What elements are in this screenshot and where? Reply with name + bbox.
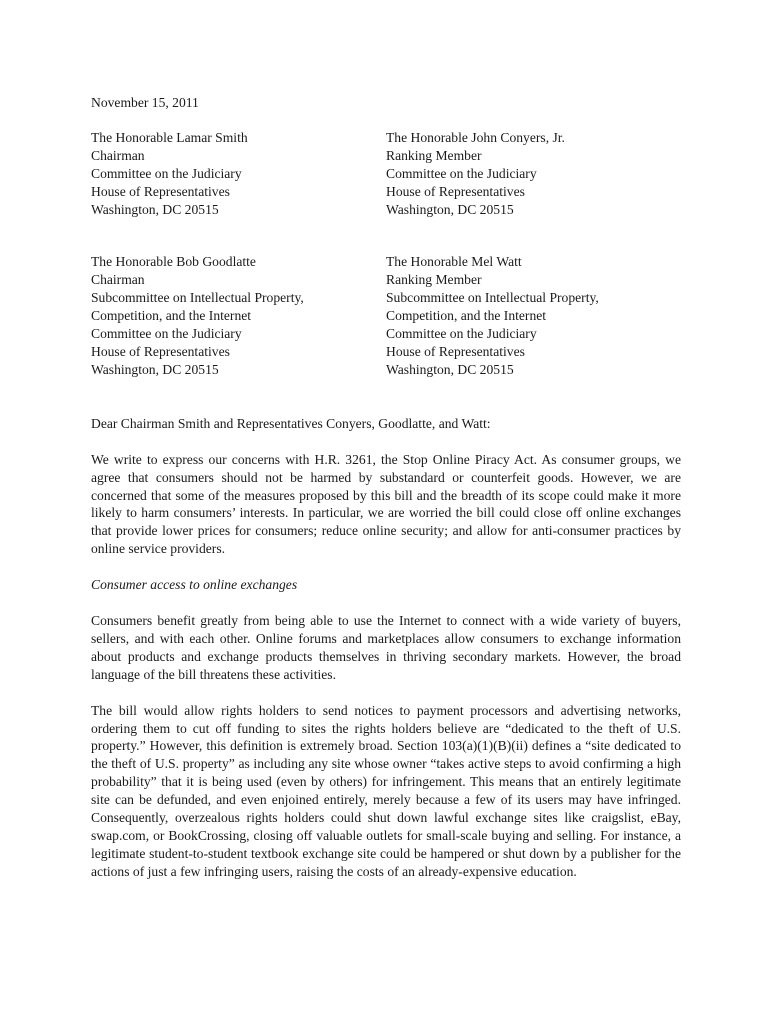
address-line: Committee on the Judiciary bbox=[386, 326, 537, 342]
recipients-row-1 bbox=[91, 129, 681, 219]
address-line: The Honorable Lamar Smith bbox=[91, 129, 248, 145]
letter-date: November 15, 2011 bbox=[91, 95, 199, 110]
address-line: House of Representatives bbox=[386, 183, 525, 199]
address-line: The Honorable Bob Goodlatte bbox=[91, 254, 256, 270]
salutation: Dear Chairman Smith and Representatives Conyers, Goodlatte, and Watt: bbox=[91, 415, 491, 431]
section-heading: Consumer access to online exchanges bbox=[91, 577, 298, 593]
paragraph-rights-holders: The bill would allow rights holders to send notices to payment processors and advertising networks, ordering them to cut off funding to sites the rights holders believe are “dedicated to the theft of U.S. property.” However, this definition is extremely broad. Section 103(a)(1)(B)(ii) defines a “site dedicated to the theft of U.S. property” as including any site whose owner “takes active steps to avoid confirming a high probability” that it is being used (even by others) for infringement. This means that an entirely legitimate site can be defunded, and even enjoined entirely, merely because a few of its users may have infringed. Consequently, overzealous rights holders could shut down lawful exchange sites like craigslist, eBay, swap.com, or BookCrossing, closing off valuable outlets for small-scale buying and selling. For instance, a legitimate student-to-student textbook exchange site could be hampered or shut down by a publisher for the actions of just a few infringing users, raising the costs of an already-expensive education. bbox=[91, 702, 681, 879]
recipient-address-block bbox=[91, 253, 386, 378]
letter-page bbox=[91, 94, 681, 899]
address-line: Subcommittee on Intellectual Property, bbox=[91, 290, 304, 306]
paragraph-consumer-benefit: Consumers benefit greatly from being able to use the Internet to connect with a wide variety of buyers, sellers, and with each other. Online forums and marketplaces allow consumers to exchange information about products and exchange products themselves in thriving secondary markets. However, the broad language of the bill threatens these activities. bbox=[91, 613, 681, 682]
address-line: Washington, DC 20515 bbox=[386, 201, 514, 217]
address-line: Committee on the Judiciary bbox=[386, 165, 537, 181]
address-line: Chairman bbox=[91, 147, 145, 163]
address-line: Washington, DC 20515 bbox=[91, 201, 219, 217]
address-line: Competition, and the Internet bbox=[386, 308, 547, 324]
address-line: House of Representatives bbox=[386, 343, 525, 359]
recipient-address-block bbox=[386, 253, 681, 378]
recipient-address-block bbox=[386, 129, 681, 219]
address-line: The Honorable John Conyers, Jr. bbox=[386, 129, 565, 145]
address-line: House of Representatives bbox=[91, 183, 230, 199]
address-line: The Honorable Mel Watt bbox=[386, 254, 522, 270]
address-line: Committee on the Judiciary bbox=[91, 326, 242, 342]
address-line: Subcommittee on Intellectual Property, bbox=[386, 290, 599, 306]
address-line: Ranking Member bbox=[386, 147, 482, 163]
paragraph-intro: We write to express our concerns with H.R. 3261, the Stop Online Piracy Act. As consumer groups, we agree that consumers should not be harmed by substandard or counterfeit goods. However, we are concerned that some of the measures proposed by this bill and the breadth of its scope could make it more likely to harm consumers’ interests. In particular, we are worried the bill could close off online exchanges that provide lower prices for consumers; reduce online security; and allow for anti-consumer practices by online service providers. bbox=[91, 451, 681, 557]
address-line: Competition, and the Internet bbox=[91, 308, 252, 324]
address-line: Ranking Member bbox=[386, 272, 482, 288]
address-line: Washington, DC 20515 bbox=[386, 361, 514, 377]
address-line: Washington, DC 20515 bbox=[91, 361, 219, 377]
address-line: Committee on the Judiciary bbox=[91, 165, 242, 181]
address-line: Chairman bbox=[91, 272, 145, 288]
address-line: House of Representatives bbox=[91, 343, 230, 359]
recipient-address-block bbox=[91, 129, 386, 219]
recipients-row-2 bbox=[91, 253, 681, 378]
